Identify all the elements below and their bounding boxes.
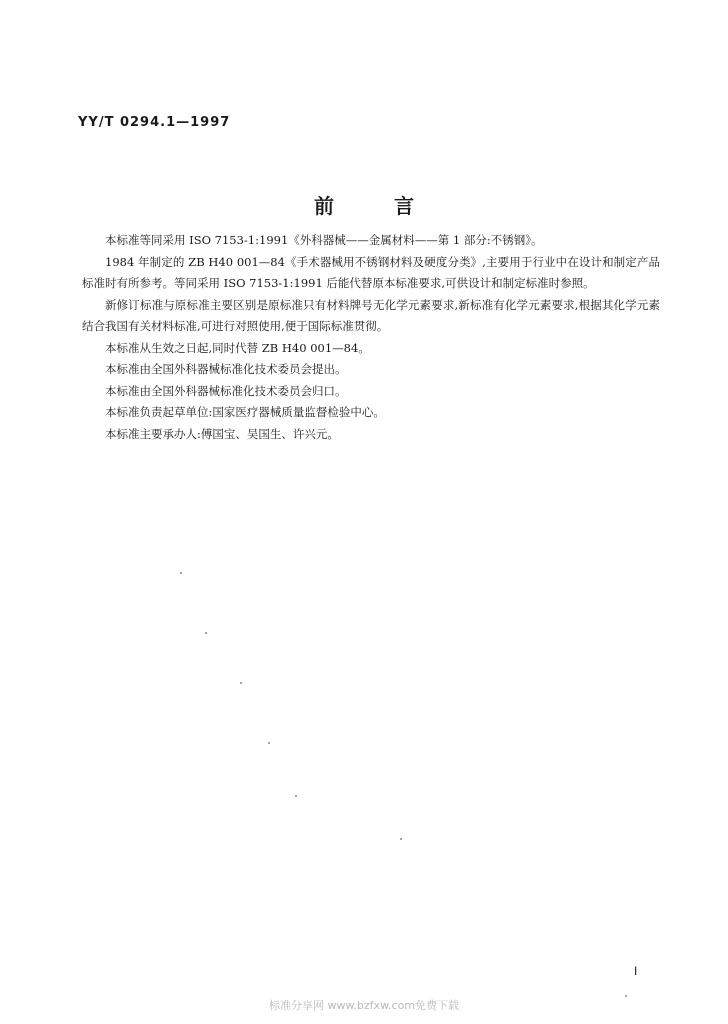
foreword-body (82, 230, 660, 445)
paragraph: 本标准等同采用 ISO 7153-1:1991《外科器械——金属材料——第 1 部分:不锈钢》。 (105, 233, 543, 247)
paragraph: 新修订标准与原标准主要区别是原标准只有材料牌号无化学元素要求,新标准有化学元素要求,根据其化学元素结合我国有关材料标准,可进行对照使用,便于国际标准贯彻。 (82, 297, 660, 333)
paragraph: 本标准负责起草单位:国家医疗器械质量监督检验中心。 (105, 405, 385, 419)
paragraph: 本标准由全国外科器械标准化技术委员会归口。 (105, 383, 347, 398)
scan-speck (295, 795, 297, 797)
paragraph: 1984 年制定的 ZB H40 001—84《手术器械用不锈钢材料及硬度分类》,主要用于行业中在设计和制定产品标准时有所参考。等同采用 ISO 7153-1:1991 后能代替原本标准要求,可供设计和制定标准时参照。 (82, 254, 660, 290)
paragraph: 本标准从生效之日起,同时代替 ZB H40 001—84。 (105, 340, 370, 355)
watermark: 标准分享网 www.bzfxw.com免费下载 (268, 999, 460, 1012)
title-char-1: 前 (314, 194, 334, 218)
paragraph: 本标准由全国外科器械标准化技术委员会提出。 (105, 362, 347, 376)
scan-speck (240, 682, 242, 684)
page-title (0, 190, 728, 219)
scan-speck (205, 632, 207, 634)
standard-number: YY/T 0294.1—1997 (78, 115, 231, 130)
paragraph: 本标准主要承办人:傅国宝、吴国生、许兴元。 (105, 426, 339, 441)
scan-speck (180, 572, 182, 574)
scan-speck (268, 742, 270, 744)
scan-speck (400, 838, 402, 840)
title-char-2: 言 (394, 194, 414, 218)
page-number: I (634, 964, 638, 978)
